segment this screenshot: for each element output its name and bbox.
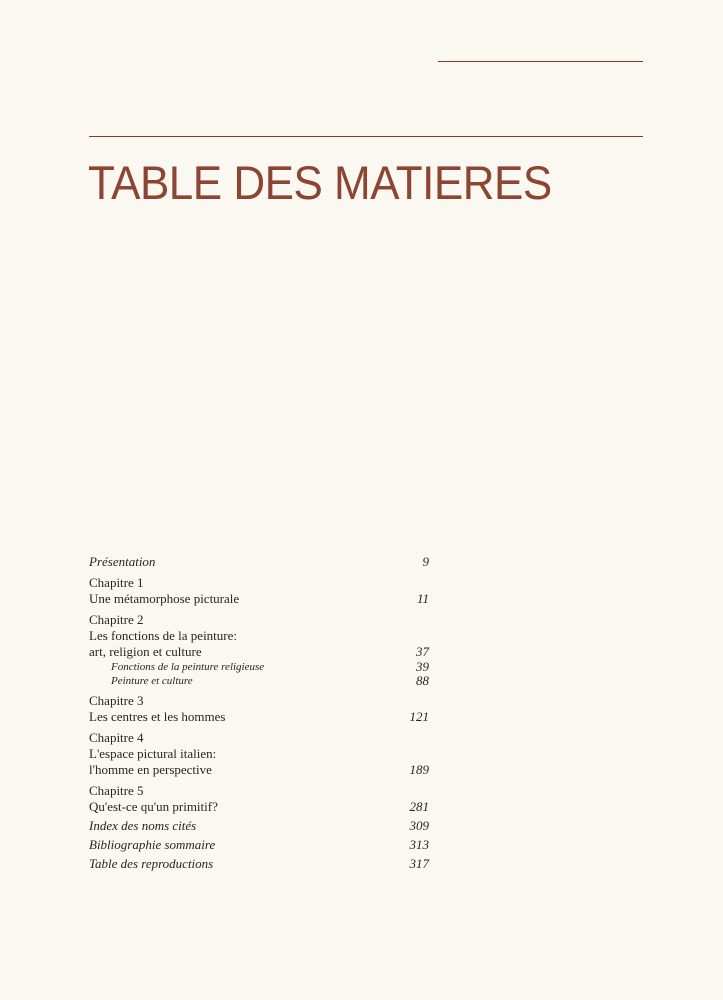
entry-page: 11 <box>416 591 429 606</box>
entry-page: 317 <box>409 856 429 871</box>
toc-entry-bibliographie[interactable] <box>89 837 429 853</box>
entry-page: 121 <box>409 709 429 724</box>
entry-page: 313 <box>409 837 429 852</box>
entry-page: 281 <box>409 799 429 814</box>
toc-entry-chapter-4[interactable] <box>89 762 429 778</box>
entry-label: Une métamorphose picturale <box>89 591 240 606</box>
toc-entry-chapter-3[interactable] <box>89 709 429 725</box>
entry-label: Les centres et les hommes <box>89 709 226 724</box>
toc-entry-reproductions[interactable] <box>89 856 429 872</box>
title-rule <box>89 136 643 137</box>
entry-label: Qu'est-ce qu'un primitif? <box>89 799 218 814</box>
entry-label: art, religion et culture <box>89 644 202 659</box>
chapter-heading-5: Chapitre 5 <box>89 783 144 798</box>
chapter-heading-3: Chapitre 3 <box>89 693 144 708</box>
chapter-heading-2: Chapitre 2 <box>89 612 144 627</box>
entry-page: 37 <box>416 644 429 659</box>
toc-entry-chapter-4-line1[interactable] <box>89 746 429 762</box>
entry-label: Bibliographie sommaire <box>89 837 216 852</box>
toc-entry-chapter-2-line1[interactable] <box>89 628 429 644</box>
entry-label: Présentation <box>89 554 156 569</box>
top-short-rule <box>438 61 643 62</box>
page-title: TABLE DES MATIERES <box>88 156 552 210</box>
entry-page: 88 <box>416 673 429 688</box>
entry-label: Peinture et culture <box>111 675 193 687</box>
toc-subentry-religieuse[interactable] <box>89 660 429 674</box>
entry-label: Table des reproductions <box>89 856 214 871</box>
entry-label: Index des noms cités <box>89 818 197 833</box>
toc-entry-presentation[interactable] <box>89 554 429 570</box>
entry-page: 39 <box>416 659 429 674</box>
entry-page: 189 <box>409 762 429 777</box>
table-of-contents <box>89 554 429 872</box>
entry-label: l'homme en perspective <box>89 762 212 777</box>
entry-label: Les fonctions de la peinture: <box>89 628 238 643</box>
toc-subentry-culture[interactable] <box>89 674 429 688</box>
chapter-heading-4: Chapitre 4 <box>89 730 144 745</box>
entry-page: 9 <box>422 554 429 569</box>
entry-label: Fonctions de la peinture religieuse <box>111 661 265 673</box>
toc-entry-chapter-1[interactable] <box>89 591 429 607</box>
chapter-heading-1: Chapitre 1 <box>89 575 144 590</box>
entry-page: 309 <box>409 818 429 833</box>
entry-label: L'espace pictural italien: <box>89 746 217 761</box>
toc-entry-chapter-5[interactable] <box>89 799 429 815</box>
toc-entry-chapter-2[interactable] <box>89 644 429 660</box>
toc-entry-index[interactable] <box>89 818 429 834</box>
